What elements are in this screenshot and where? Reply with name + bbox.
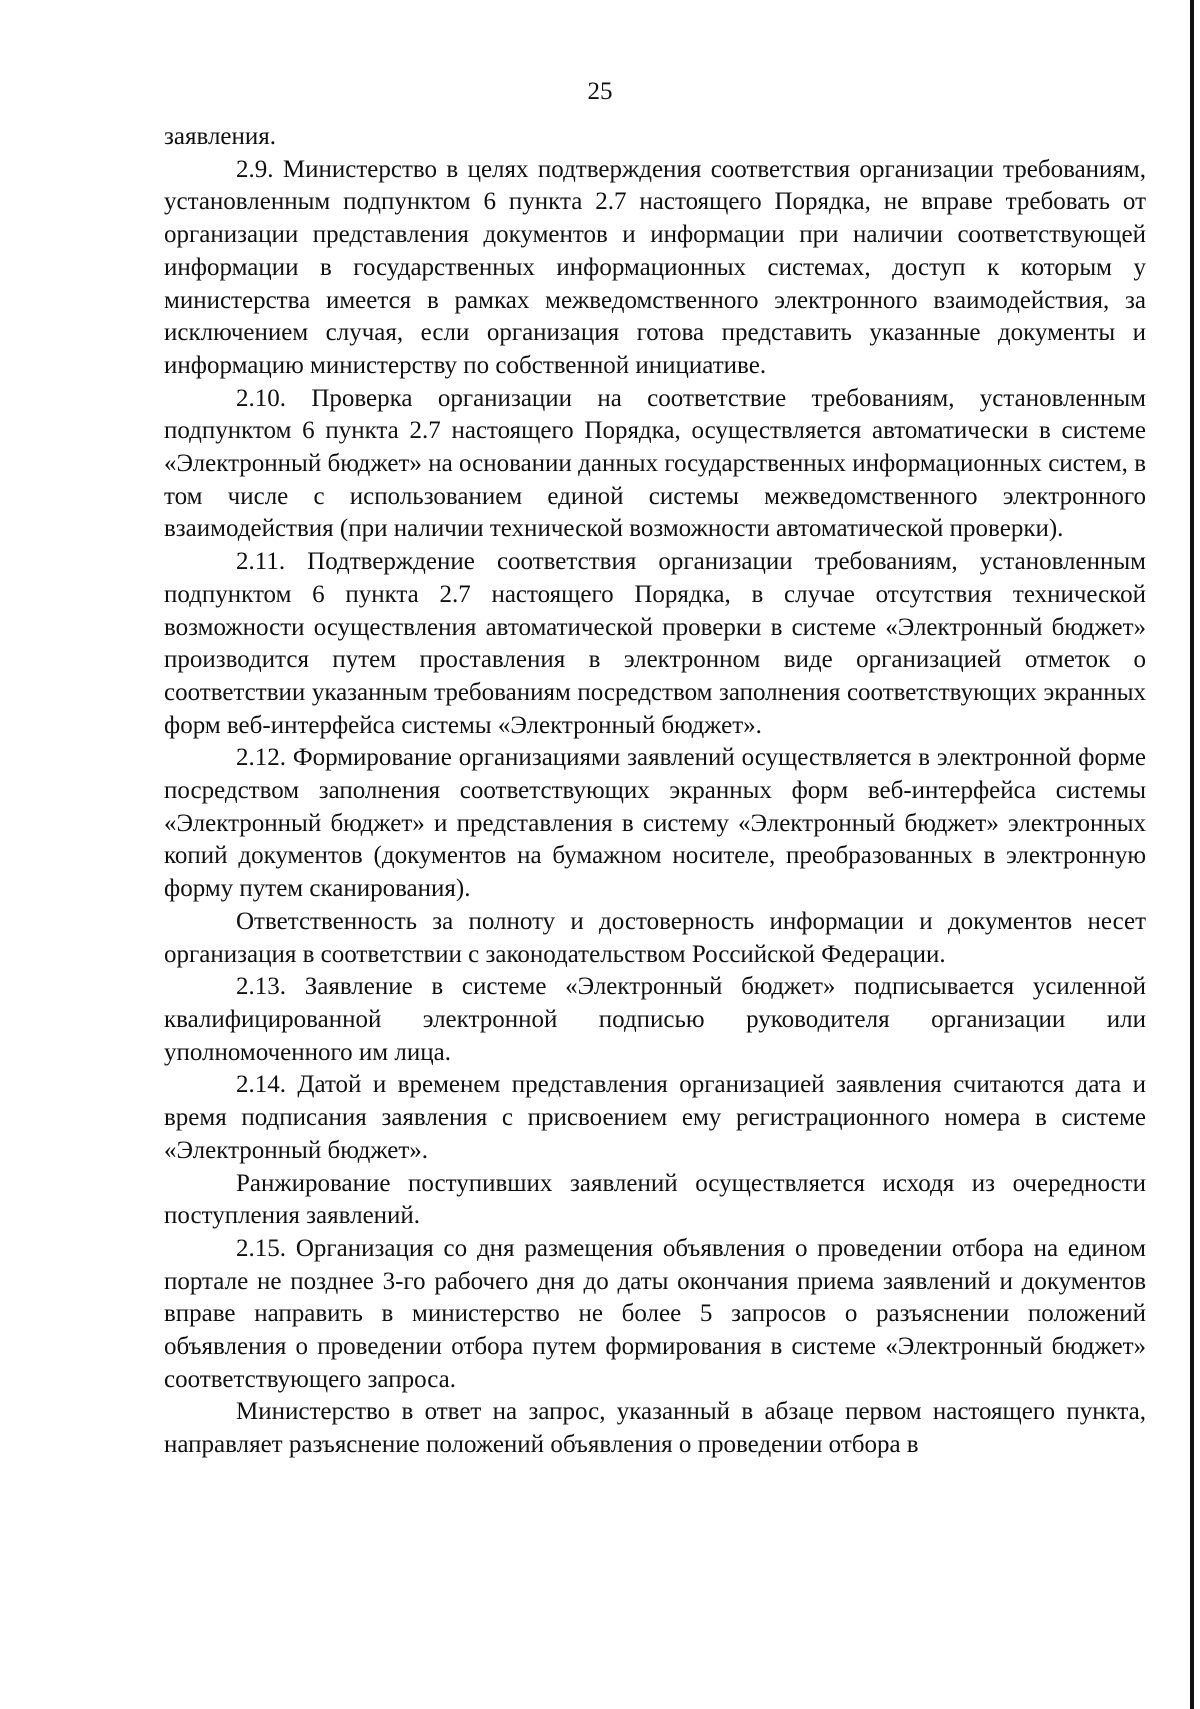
paragraph-2-13: 2.13. Заявление в системе «Электронный бюджет» подписывается усиленной квалифицированной электронной подписью руководителя организации или уполномоченного им лица. [164, 973, 1146, 1066]
paragraph-2-14: 2.14. Датой и временем представления организацией заявления считаются дата и время подписания заявления с присвоением ему регистрационного номера в системе «Электронный бюджет». [164, 1071, 1146, 1164]
paragraph-ministry-response: Министерство в ответ на запрос, указанный в абзаце первом настоящего пункта, направляет разъяснение положений объявления о проведении отбора в [164, 1398, 1146, 1459]
paragraph-2-11: 2.11. Подтверждение соответствия организации требованиям, установленным подпунктом 6 пункта 2.7 настоящего Порядка, в случае отсутствия технической возможности осуществления автоматической проверки в системе «Электронный бюджет» производится путем проставления в электронном виде организацией отметок о соответствии указанным требованиям посредством заполнения соответствующих экранных форм веб-интерфейса системы «Электронный бюджет». [164, 548, 1146, 739]
paragraph-ranking: Ранжирование поступивших заявлений осуществляется исходя из очередности поступления заявлений. [164, 1169, 1146, 1230]
page-number: 25 [587, 78, 613, 105]
paragraph-2-9: 2.9. Министерство в целях подтверждения соответствия организации требованиям, установленным подпунктом 6 пункта 2.7 настоящего Порядка, не вправе требовать от организации представления документов и информации при наличии соответствующей информации в государственных информационных системах, доступ к которым у министерства имеется в рамках межведомственного электронного взаимодействия, за исключением случая, если организация готова представить указанные документы и информацию министерству по собственной инициативе. [164, 155, 1146, 379]
document-body [164, 121, 1146, 1462]
paragraph-continuation: заявления. [164, 123, 277, 150]
paragraph-2-12: 2.12. Формирование организациями заявлений осуществляется в электронной форме посредством заполнения соответствующих экранных форм веб-интерфейса системы «Электронный бюджет» и представления в систему «Электронный бюджет» электронных копий документов (документов на бумажном носителе, преобразованных в электронную форму путем сканирования). [164, 744, 1146, 903]
paragraph-responsibility: Ответственность за полноту и достоверность информации и документов несет организация в соответствии с законодательством Российской Федерации. [164, 907, 1146, 968]
paragraph-2-10: 2.10. Проверка организации на соответствие требованиям, установленным подпунктом 6 пункта 2.7 настоящего Порядка, осуществляется автоматически в системе «Электронный бюджет» на основании данных государственных информационных систем, в том числе с использованием единой системы межведомственного электронного взаимодействия (при наличии технической возможности автоматической проверки). [164, 384, 1146, 543]
scan-border-line [1190, 0, 1194, 1709]
paragraph-2-15: 2.15. Организация со дня размещения объявления о проведении отбора на едином портале не позднее 3-го рабочего дня до даты окончания приема заявлений и документов вправе направить в министерство не более 5 запросов о разъяснении положений объявления о проведении отбора путем формирования в системе «Электронный бюджет» соответствующего запроса. [164, 1234, 1146, 1393]
